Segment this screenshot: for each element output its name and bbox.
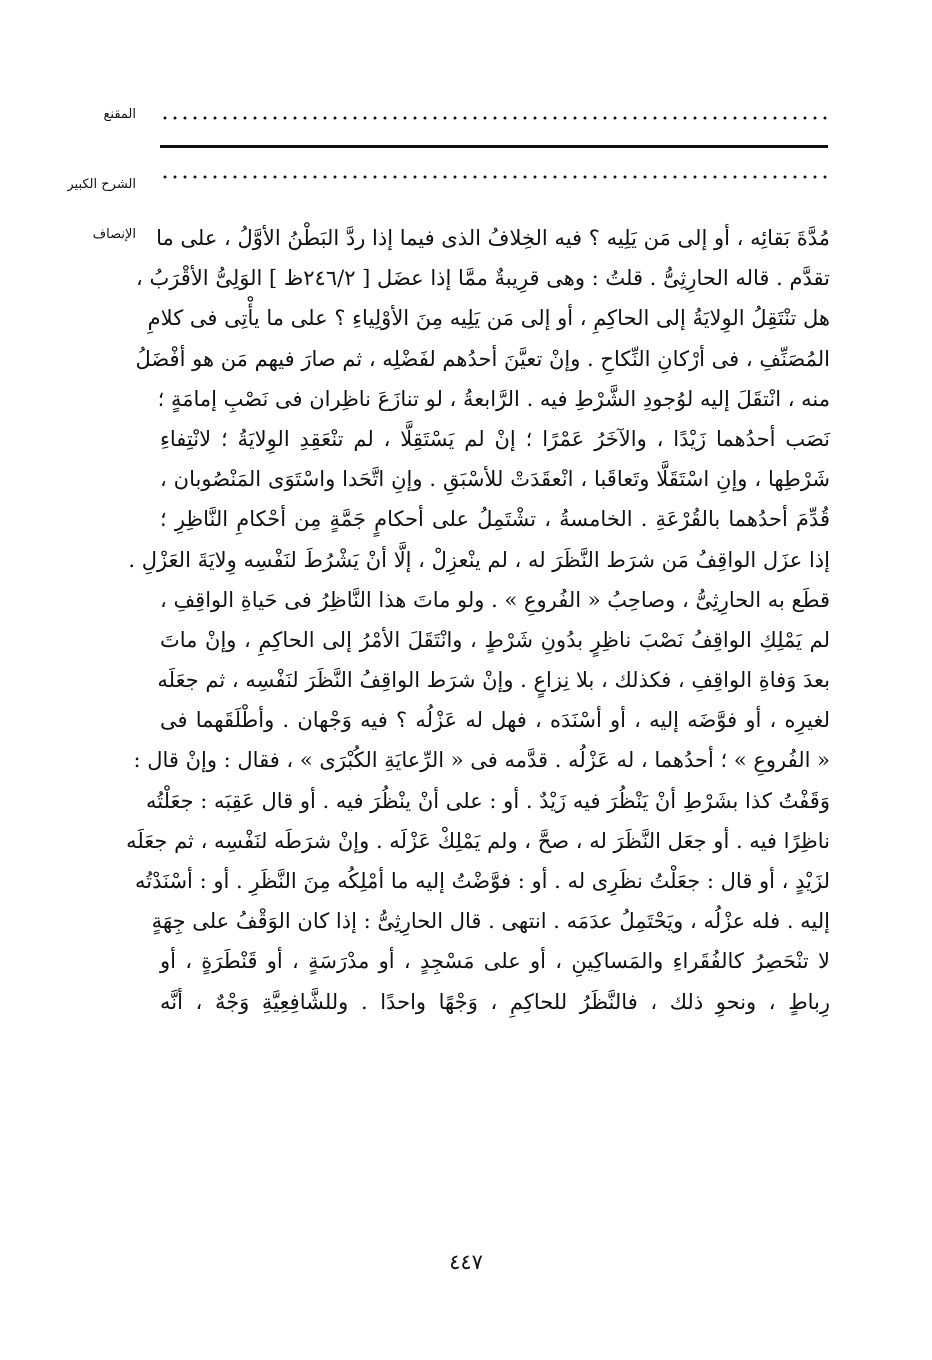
text-line: نَصَب أحدُهما زَيْدًا ، والآخَرُ عَمْرًا ؛ إنْ لم يَسْتَقِلَّا ، لم تنْعَقِدِ الوِلايَةُ ؛ لانْتِفاءِ [160, 426, 830, 451]
text-line: رِباطٍ ، ونحوِ ذلك ، فالنَّظَرُ للحاكِمِ ، وَجْهًا واحدًا . وللشَّافِعِيَّةِ وَجْهٌ ، أنَّه [160, 989, 830, 1014]
dotted-separator-sharh [160, 174, 828, 180]
dotted-separator-muqni [160, 115, 828, 121]
page-number: ٤٤٧ [449, 1250, 483, 1274]
section-label-muqni: المقنع [103, 107, 136, 122]
text-line: منه ، انْتقَلَ إليه لوُجودِ الشَّرْطِ فيه . الرَّابعةُ ، لو تنازَعَ ناظِران فى نَصْبِ إمامَةٍ ؛ [157, 386, 830, 411]
text-line: بعدَ وَفاةِ الواقِفِ ، فكذلك ، بلا نِزاعٍ . وإنْ شرَط الواقِفُ النَّظَرَ لنَفْسِه ، ثم جعَلَه [157, 668, 830, 693]
section-label-insaf: الإنصاف [92, 227, 136, 242]
text-line: وَقَفْتُ كذا بشَرْطِ أنْ يَنْظُرَ فيه زَيْدٌ . أو : على أنْ ينْظُرَ فيه . أو قال عَقِبَه : جعَلْتُه [145, 788, 830, 813]
text-line: قُدِّمَ أحدُهما بالقُرْعَةِ . الخامسةُ ، تشْتَمِلُ على أحكامٍ جَمَّةٍ مِن أحْكامِ النَّاظِرِ ؛ [160, 507, 830, 532]
text-line: لغيرِه ، أو فوَّضَه إليه ، أو أسْنَدَه ، فهل له عَزْلُه ؟ فيه وَجْهان . وأطْلَقَهما فى [160, 708, 830, 733]
text-line: لم يَمْلِكِ الواقِفُ نَصْبَ ناظِرٍ بدُونِ شَرْطٍ ، وانْتَقَلَ الأمْرُ إلى الحاكِمِ ، وإنْ ماتَ [160, 627, 830, 652]
text-line: شَرْطِها ، وإنِ اسْتَقَلَّا وتَعاقَبا ، انْعقَدَتْ للأسْبَقِ . وإنِ اتَّحَدا واسْتَوَى المَنْصُوبان ، [160, 467, 830, 492]
text-line: لزَيْدٍ ، أو قال : جعَلْتُ نظَرِى له . أو : فوَّضْتُ إليه ما أمْلِكُه مِنَ النَّظَرِ . أو : أسْنَدْتُه [135, 869, 830, 893]
text-line: تقدَّم . قاله الحارِثِىُّ . قلتُ : وهى قرِيبةٌ ممَّا إذا عضَل [ ٢٤٦/٢ظ ] الوَلِىُّ الأقْرَبُ ، [135, 266, 830, 291]
text-line: المُصَنِّفِ ، فى أرْكانِ النِّكاحِ . وإنْ تعيَّنَ أحدُهم لفَضْلِه ، ثم صارَ فيهم مَن هو أفْضَلُ [135, 346, 830, 371]
text-line: إليه . فله عزْلُه ، ويَحْتَمِلُ عدَمَه . انتهى . قال الحارِثِىُّ : إذا كان الوَقْفُ على جِهَةٍ [151, 909, 830, 934]
text-line: ناظِرًا فيه . أو جعَل النَّظَرَ له ، صحَّ ، ولم يَمْلِكْ عَزْلَه . وإنْ شرَطَه لنَفْسِه ، ثم جعَلَه [126, 828, 830, 853]
text-line: إذا عزَل الواقِفُ مَن شرَط النَّظَرَ له ، لم ينْعزِلْ ، إلَّا أنْ يَشْرُطَ لنَفْسِه وِلايَةَ العَزْلِ . [128, 547, 830, 572]
text-line: هل تنْتَقِلُ الوِلايَةُ إلى الحاكِمِ ، أو إلى مَن يَلِيه مِنَ الأوْلِياءِ ؟ على ما يأْتِى فى كلامِ [147, 306, 830, 331]
insaf-body-text [126, 218, 830, 1022]
horizontal-rule [160, 145, 828, 148]
section-label-sharh: الشرح الكبير [67, 177, 136, 192]
text-line: « الفُروعِ » ؛ أحدُهما ، له عَزْلُه . قدَّمه فى « الرِّعايَةِ الكُبْرَى » ، فقال : وإنْ قال : [133, 748, 830, 773]
text-line: مُدَّةَ بَقائِه ، أو إلى مَن يَلِيه ؟ فيه الخِلافُ الذى فيما إذا ردَّ البَطْنُ الأوَّلُ ، على ما [156, 226, 830, 250]
text-line: لا تنْحَصِرُ كالفُقَراءِ والمَساكِينِ ، أو على مَسْجِدٍ ، أو مدْرَسَةٍ ، أو قَنْطَرَةٍ ، أو [160, 949, 830, 974]
text-line: قطَع به الحارِثِىُّ ، وصاحِبُ « الفُروعِ » . ولو ماتَ هذا النَّاظِرُ فى حَياةِ الواقِفِ ، [159, 587, 830, 612]
